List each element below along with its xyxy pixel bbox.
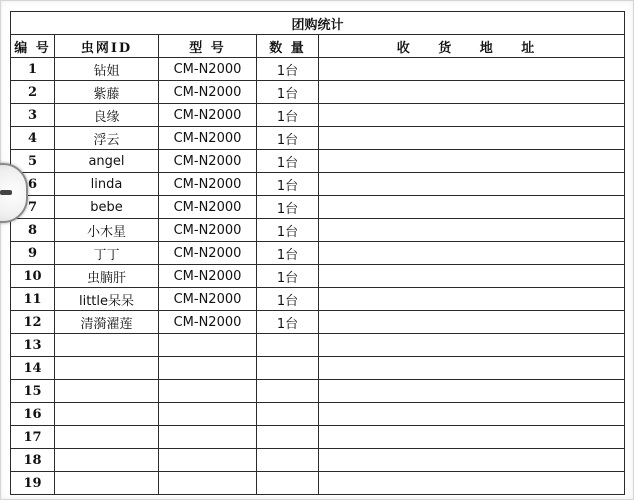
cell-no[interactable]: 13 [11, 334, 55, 357]
cell-model[interactable]: CM-N2000 [159, 104, 257, 127]
cell-qty[interactable] [257, 449, 319, 472]
cell-qty[interactable] [257, 334, 319, 357]
cell-id[interactable]: 浮云 [55, 127, 159, 150]
cell-id[interactable]: 良缘 [55, 104, 159, 127]
cell-qty[interactable]: 1台 [257, 58, 319, 81]
cell-no[interactable]: 7 [11, 196, 55, 219]
table-row [11, 242, 625, 265]
cell-address[interactable] [319, 334, 625, 357]
cell-qty[interactable]: 1台 [257, 242, 319, 265]
cell-model[interactable] [159, 449, 257, 472]
cell-id[interactable] [55, 334, 159, 357]
cell-qty[interactable]: 1台 [257, 127, 319, 150]
cell-model[interactable]: CM-N2000 [159, 288, 257, 311]
table-body [11, 58, 625, 495]
cell-model[interactable] [159, 334, 257, 357]
cell-id[interactable] [55, 426, 159, 449]
cell-address[interactable] [319, 403, 625, 426]
cell-address[interactable] [319, 426, 625, 449]
cell-address[interactable] [319, 219, 625, 242]
table-row [11, 150, 625, 173]
cell-id[interactable]: 丁丁 [55, 242, 159, 265]
table-row [11, 449, 625, 472]
header-row [11, 35, 625, 58]
cell-qty[interactable]: 1台 [257, 219, 319, 242]
cell-qty[interactable]: 1台 [257, 196, 319, 219]
cell-address[interactable] [319, 449, 625, 472]
cell-model[interactable] [159, 357, 257, 380]
cell-id[interactable]: bebe [55, 196, 159, 219]
cell-model[interactable] [159, 472, 257, 495]
cell-no[interactable]: 4 [11, 127, 55, 150]
table-row [11, 173, 625, 196]
cell-model[interactable]: CM-N2000 [159, 265, 257, 288]
cell-qty[interactable]: 1台 [257, 104, 319, 127]
header-address[interactable]: 收 货 地 址 [319, 35, 625, 58]
table-row [11, 403, 625, 426]
cell-address[interactable] [319, 104, 625, 127]
header-no[interactable]: 编 号 [11, 35, 55, 58]
table-row [11, 334, 625, 357]
cell-no[interactable]: 18 [11, 449, 55, 472]
cell-id[interactable] [55, 357, 159, 380]
table-row [11, 357, 625, 380]
header-model[interactable]: 型 号 [159, 35, 257, 58]
cell-address[interactable] [319, 58, 625, 81]
table-row [11, 127, 625, 150]
cell-no[interactable]: 16 [11, 403, 55, 426]
cell-no[interactable]: 2 [11, 81, 55, 104]
cell-qty[interactable] [257, 357, 319, 380]
cell-model[interactable] [159, 380, 257, 403]
cell-id[interactable]: 小木星 [55, 219, 159, 242]
handle-bar [0, 190, 12, 195]
table-row [11, 219, 625, 242]
cell-address[interactable] [319, 150, 625, 173]
cell-model[interactable]: CM-N2000 [159, 242, 257, 265]
cell-model[interactable]: CM-N2000 [159, 196, 257, 219]
cell-address[interactable] [319, 311, 625, 334]
cell-qty[interactable]: 1台 [257, 173, 319, 196]
cell-no[interactable]: 12 [11, 311, 55, 334]
cell-address[interactable] [319, 242, 625, 265]
cell-no[interactable]: 11 [11, 288, 55, 311]
cell-qty[interactable] [257, 380, 319, 403]
cell-address[interactable] [319, 265, 625, 288]
table-row [11, 104, 625, 127]
header-id[interactable]: 虫网ID [55, 35, 159, 58]
table-row [11, 288, 625, 311]
cell-id[interactable] [55, 403, 159, 426]
cell-qty[interactable]: 1台 [257, 288, 319, 311]
cell-qty[interactable]: 1台 [257, 265, 319, 288]
cell-id[interactable] [55, 380, 159, 403]
cell-address[interactable] [319, 196, 625, 219]
cell-address[interactable] [319, 357, 625, 380]
cell-qty[interactable] [257, 403, 319, 426]
cell-address[interactable] [319, 81, 625, 104]
table-row [11, 196, 625, 219]
cell-address[interactable] [319, 472, 625, 495]
cell-id[interactable]: 紫藤 [55, 81, 159, 104]
cell-no[interactable]: 1 [11, 58, 55, 81]
cell-no[interactable]: 6 [11, 173, 55, 196]
cell-qty[interactable]: 1台 [257, 81, 319, 104]
cell-no[interactable]: 8 [11, 219, 55, 242]
table-row [11, 58, 625, 81]
cell-id[interactable]: linda [55, 173, 159, 196]
cell-address[interactable] [319, 380, 625, 403]
cell-no[interactable]: 5 [11, 150, 55, 173]
cell-model[interactable]: CM-N2000 [159, 58, 257, 81]
table-row [11, 81, 625, 104]
cell-address[interactable] [319, 288, 625, 311]
cell-model[interactable]: CM-N2000 [159, 150, 257, 173]
cell-id[interactable] [55, 449, 159, 472]
cell-no[interactable]: 15 [11, 380, 55, 403]
cell-no[interactable]: 9 [11, 242, 55, 265]
table-title[interactable]: 团购统计 [11, 12, 625, 35]
table-row [11, 265, 625, 288]
table-row [11, 472, 625, 495]
cell-id[interactable]: 清漪濯莲 [55, 311, 159, 334]
cell-model[interactable]: CM-N2000 [159, 127, 257, 150]
cell-id[interactable] [55, 472, 159, 495]
cell-id[interactable]: little呆呆 [55, 288, 159, 311]
cell-address[interactable] [319, 173, 625, 196]
table-row [11, 380, 625, 403]
cell-model[interactable] [159, 426, 257, 449]
table-row [11, 426, 625, 449]
cell-model[interactable]: CM-N2000 [159, 311, 257, 334]
cell-id[interactable]: angel [55, 150, 159, 173]
header-qty[interactable]: 数 量 [257, 35, 319, 58]
cell-model[interactable]: CM-N2000 [159, 173, 257, 196]
cell-qty[interactable]: 1台 [257, 311, 319, 334]
cell-no[interactable]: 17 [11, 426, 55, 449]
cell-model[interactable] [159, 403, 257, 426]
table-row [11, 311, 625, 334]
cell-no[interactable]: 14 [11, 357, 55, 380]
title-row [11, 12, 625, 35]
cell-no[interactable]: 10 [11, 265, 55, 288]
cell-qty[interactable] [257, 472, 319, 495]
group-buy-table [10, 11, 625, 495]
cell-address[interactable] [319, 127, 625, 150]
cell-model[interactable]: CM-N2000 [159, 81, 257, 104]
cell-qty[interactable] [257, 426, 319, 449]
cell-model[interactable]: CM-N2000 [159, 219, 257, 242]
cell-id[interactable]: 虫腩肝 [55, 265, 159, 288]
cell-id[interactable]: 钻姐 [55, 58, 159, 81]
cell-no[interactable]: 3 [11, 104, 55, 127]
cell-qty[interactable]: 1台 [257, 150, 319, 173]
cell-no[interactable]: 19 [11, 472, 55, 495]
